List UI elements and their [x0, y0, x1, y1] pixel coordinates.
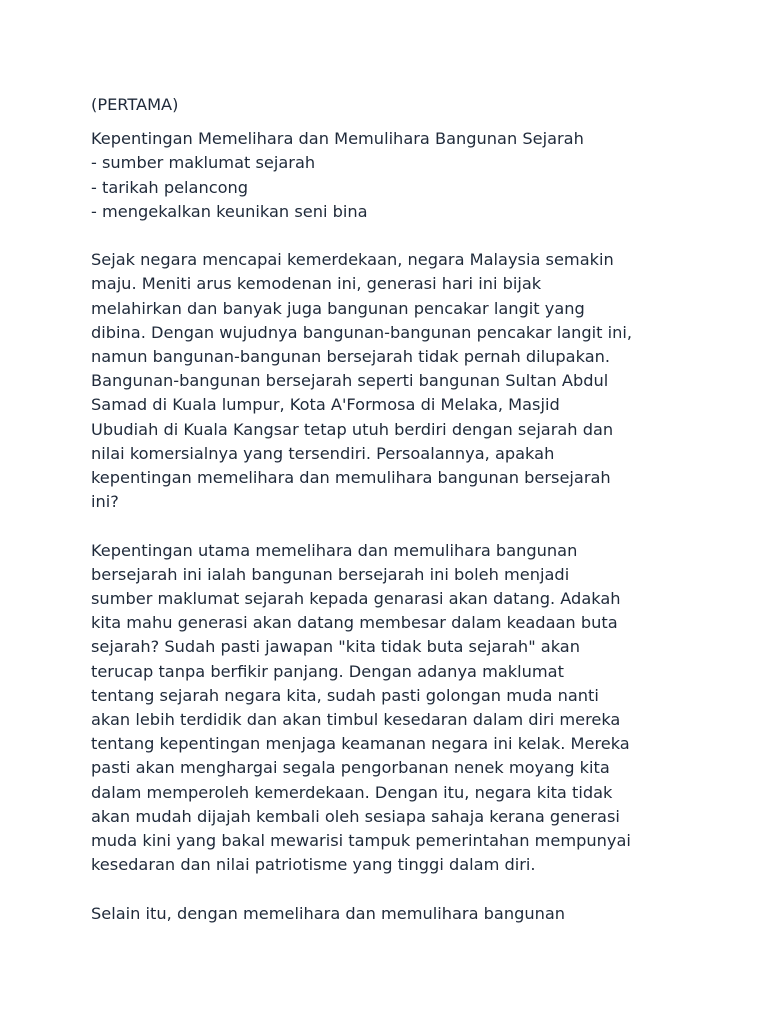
- text-line: kesedaran dan nilai patriotisme yang tinggi dalam diri.: [91, 855, 536, 875]
- text-line: sejarah? Sudah pasti jawapan "kita tidak buta sejarah" akan: [91, 637, 580, 657]
- text-line: kepentingan memelihara dan memulihara bangunan bersejarah: [91, 468, 611, 488]
- spacer: [91, 514, 691, 538]
- text-line: Selain itu, dengan memelihara dan memulihara bangunan: [91, 903, 566, 923]
- outline-title: Kepentingan Memelihara dan Memulihara Bangunan Sejarah: [91, 129, 584, 149]
- text-line: tentang sejarah negara kita, sudah pasti golongan muda nanti: [91, 685, 599, 705]
- text-line: Samad di Kuala lumpur, Kota A'Formosa di Melaka, Masjid: [91, 395, 560, 415]
- document-heading: (PERTAMA): [91, 95, 179, 114]
- text-line: dibina. Dengan wujudnya bangunan-bangunan pencakar langit ini,: [91, 322, 633, 342]
- outline-point: - tarikah pelancong: [91, 177, 249, 197]
- text-line: maju. Meniti arus kemodenan ini, generasi hari ini bijak: [91, 274, 542, 294]
- text-line: Ubudiah di Kuala Kangsar tetap utuh berdiri dengan sejarah dan: [91, 419, 614, 439]
- outline-block: [91, 127, 691, 224]
- outline-point: - sumber maklumat sejarah: [91, 153, 316, 173]
- text-line: tentang kepentingan menjaga keamanan negara ini kelak. Mereka: [91, 734, 630, 754]
- document-page: [91, 93, 691, 926]
- text-line: bersejarah ini ialah bangunan bersejarah ini boleh menjadi: [91, 564, 570, 584]
- text-line: dalam memperoleh kemerdekaan. Dengan itu, negara kita tidak: [91, 782, 613, 802]
- text-line: nilai komersialnya yang tersendiri. Persoalannya, apakah: [91, 443, 555, 463]
- spacer: [91, 224, 691, 248]
- text-line: Bangunan-bangunan bersejarah seperti bangunan Sultan Abdul: [91, 371, 609, 391]
- spacer: [91, 877, 691, 901]
- text-line: namun bangunan-bangunan bersejarah tidak pernah dilupakan.: [91, 347, 611, 367]
- text-line: ini?: [91, 492, 119, 512]
- text-line: terucap tanpa berfikir panjang. Dengan adanya maklumat: [91, 661, 564, 681]
- spacer: [91, 117, 691, 127]
- text-line: Sejak negara mencapai kemerdekaan, negara Malaysia semakin: [91, 250, 614, 270]
- text-line: melahirkan dan banyak juga bangunan pencakar langit yang: [91, 298, 585, 318]
- paragraph-body-1: [91, 539, 691, 878]
- text-line: pasti akan menghargai segala pengorbanan nenek moyang kita: [91, 758, 610, 778]
- text-line: muda kini yang bakal mewarisi tampuk pemerintahan mempunyai: [91, 831, 631, 851]
- text-line: akan lebih terdidik dan akan timbul kesedaran dalam diri mereka: [91, 710, 621, 730]
- text-line: kita mahu generasi akan datang membesar dalam keadaan buta: [91, 613, 618, 633]
- text-line: sumber maklumat sejarah kepada genarasi akan datang. Adakah: [91, 589, 621, 609]
- outline-point: - mengekalkan keunikan seni bina: [91, 201, 368, 221]
- paragraph-body-2: [91, 902, 691, 926]
- text-line: Kepentingan utama memelihara dan memulihara bangunan: [91, 540, 578, 560]
- paragraph-introduction: [91, 248, 691, 514]
- text-line: akan mudah dijajah kembali oleh sesiapa sahaja kerana generasi: [91, 806, 620, 826]
